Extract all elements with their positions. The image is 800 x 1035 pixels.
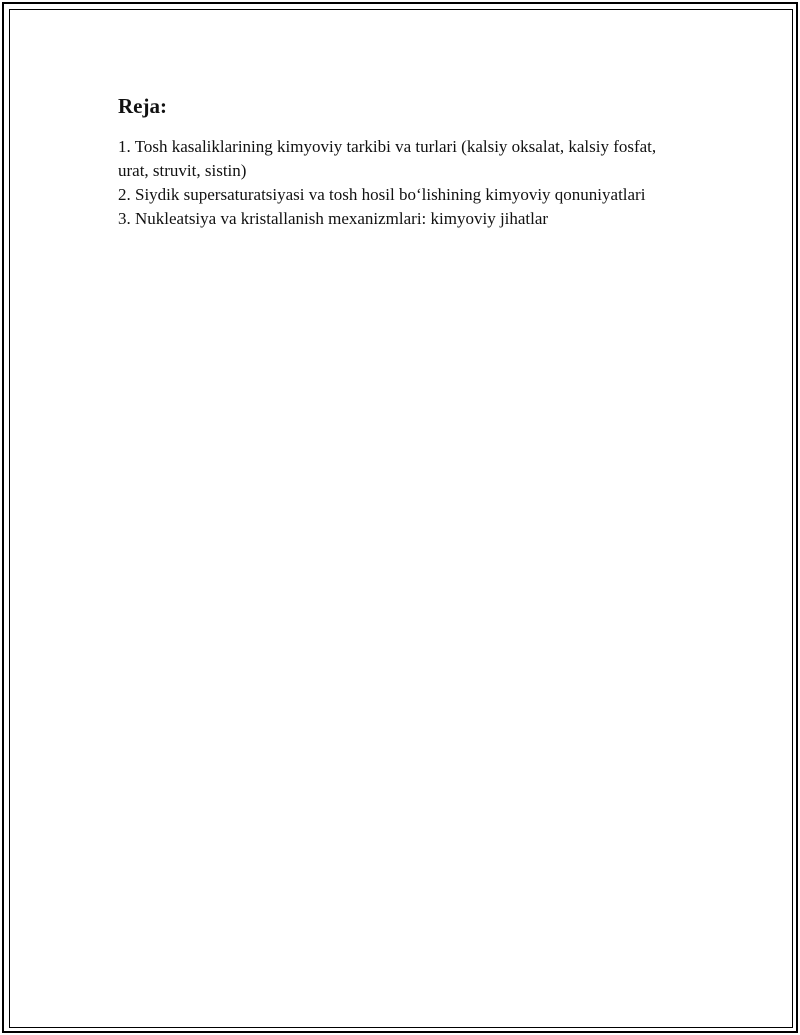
plan-item-2: 2. Siydik supersaturatsiyasi va tosh hosil bo‘lishining kimyoviy qonuniyatlari [118, 185, 646, 204]
plan-heading: Reja: [118, 94, 167, 118]
plan-item-3: 3. Nukleatsiya va kristallanish mexanizmlari: kimyoviy jihatlar [118, 209, 549, 228]
plan-list [118, 135, 678, 231]
page-content [118, 93, 678, 231]
plan-item-1: 1. Tosh kasaliklarining kimyoviy tarkibi va turlari (kalsiy oksalat, kalsiy fosfat, urat, struvit, sistin) [118, 137, 657, 180]
